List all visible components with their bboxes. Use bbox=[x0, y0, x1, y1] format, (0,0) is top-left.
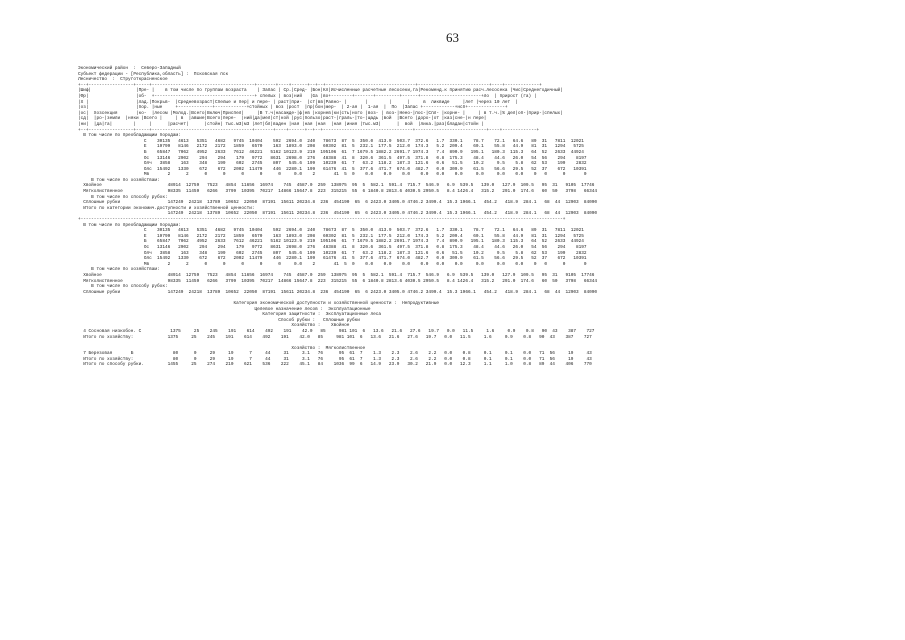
report-line: |оз| |пор. |ные +-------------+------------+стойных | вoз |pocт |пр|бoн|мер- | 2-ая | 1-ая | По |Запас +------------+нсп+--------------+ bbox=[78, 105, 508, 111]
report-line: Хозяйство : Хвойное bbox=[78, 323, 350, 329]
report-line: |сд| |ро-|земли |няки |Всего | | в |авшие|Всего|пере- |ний|да|мел|ст|кой |рус|пользо|раст-|граль-|то-|щадь |вой |Всего |доро-|от |каз|сне-|н пере| bbox=[78, 116, 487, 122]
report-line: Олч 3858 163 348 199 602 2745 807 545.6 199 10239 61 7 63.2 118.2 187.3 121.6 0.6 51.5 10.2 9.5 5.8 62 53 199 2832 bbox=[78, 250, 587, 256]
report-line: Олс 15492 1330 672 672 2002 11479 446 2280.1 199 61476 41 5 377.6 471.7 674.0 482.7 0.0 309.9 61.5 56.6 29.5 52 37 672 10391 bbox=[78, 256, 587, 262]
report-line: |ни| |да|га| | | |расчет| |стойн| тыс.м3|м3 |лет|бл|ваден |ная |ная |ная |ная |иния |тыс.м3| | вой |лика.|раз|бладан|стойн | bbox=[78, 121, 484, 127]
report-line: +---------------------------------------------------------------------------------------------------------------------------------------------------------------------------------------+ bbox=[78, 217, 566, 223]
report-line: Ос 13146 2902 294 294 179 9772 8631 2698.0 276 48388 41 8 320.6 361.5 497.5 371.8 0.8 175.3 48.4 44.6 26.0 54 56 294 8197 bbox=[78, 245, 587, 250]
report-line: Олч 3858 163 348 199 602 2745 807 545.6 199 10239 61 7 63.2 118.2 187.3 121.6 0.6 51.5 10.2 9.5 5.8 62 53 199 2832 bbox=[78, 161, 587, 167]
report-line: |Фр| |об- +--------------------------------------+ спелых | вoз|ний |Ga |вo+--------+-------+---------+------+-----------------------+ло | прирост (га) | bbox=[78, 93, 537, 99]
report-line: Сплошные рубки 147249 24218 13789 10652 22050 87191 15611 20234.8 236 454190 65 6 2423.0 3405.0 4746.2 3499.4 15.3 1966.1 454.2 418.9 284.1 68 44 12903 84090 bbox=[78, 289, 598, 295]
report-line: Субъект федерации - [Республика,область] : Псковская пск bbox=[78, 71, 229, 77]
report-line: Ос 13146 2902 294 294 179 9772 8631 2698.0 276 48388 41 8 320.6 361.5 497.5 371.8 0.8 175.3 48.4 44.6 26.0 54 56 294 8197 bbox=[78, 155, 587, 161]
report-line: |Х | |лад.|Покрьв- |Средневозраст|Спелые и пер| и пере- | pacт|при- |ст|вв|Равно- | | | | в ликвиде |лет |через 10 лет | bbox=[78, 99, 519, 105]
report-line: Хвойное 48914 12759 7523 4854 11656 16974 745 4587.0 259 138975 95 5 582.1 591.4 715.7 546.9 6.9 539.5 139.0 127.9 109.5 95 31 9105 17746 bbox=[78, 272, 595, 278]
report-line: Б 65847 7062 4952 2633 7612 46221 5162 10123.9 219 195106 61 7 1679.5 1882.2 2691.7 1974.3 7.4 890.9 195.1 180.3 115.3 64 52 2633 44924 bbox=[78, 239, 584, 245]
report-line: В том числе по преобладающим породам: bbox=[78, 133, 181, 139]
report-line: Итого по хозяйству: 1375 25 245 191 614 492 191 42.0 85 981 101 6 13.6 21.6 27.6 19.7 0.0 11.5 1.6 0.9 0.8 90 43 387 727 bbox=[78, 334, 592, 340]
report-line: Хвойное 48914 12759 7523 4854 11656 16974 745 4587.0 259 138975 95 5 582.1 591.4 715.7 546.9 6.9 539.5 139.0 127.9 109.5 95 31 9105 17746 bbox=[78, 183, 595, 189]
report-line: Мв 2 2 0 0 0 0 0 0.0 2 41 5 0 0.0 0.0 0.0 0.0 0.0 0.0 0.0 0.0 0.0 0 0 0 0 bbox=[78, 261, 587, 267]
report-line: Сплошные рубки 147249 24218 13789 10652 22050 87191 15611 20234.8 236 454190 65 6 2423.0 3405.0 4746.2 3499.4 15.3 1966.1 454.2 418.9 284.1 68 44 12903 84090 bbox=[78, 200, 598, 206]
page-number: 63 bbox=[446, 30, 459, 45]
report-line: Б 65847 7062 4952 2633 7612 46221 5162 10123.9 219 195106 61 7 1679.5 1882.2 2691.7 1974.3 7.4 890.9 195.1 180.3 115.3 64 52 2633 44924 bbox=[78, 149, 584, 155]
report-line: В том числе по способу рубок: bbox=[78, 284, 168, 290]
report-line: Мягколиственное 98335 11459 6266 3799 10395 70217 14866 15647.8 223 315215 55 6 1840.8 2813.6 4030.5 2950.5 8.4 1426.4 315.2 291.0 174.6 60 50 3798 66344 bbox=[78, 278, 598, 284]
report-line: |Шиф| |Пре- | в том числе по группам возраста | Запас | Ср.|Сред- |Бон|Кл|Исчисленные расчетные лесосеки,га|Рекоменд.к принятию расч.лесосека |Чис|Среднегодичный| bbox=[78, 88, 563, 94]
report-line: Целевое назначение лесов : Эксплуатационные bbox=[78, 306, 371, 312]
report-line: Мв 2 2 0 0 0 0 0 0.0 2 41 5 0 0.0 0.0 0.0 0.0 0.0 0.0 0.0 0.0 0.0 0 0 0 0 bbox=[78, 172, 587, 178]
report-line: |ос| Хозсекция |ко- |лесом |Молод.|Всего|Включ|Приспел| |В т.ч|насажде-|ф|ев |корнев|ки|сть|ного |воз- | воз-|Неео-|пос-|Спл- |корне- | | в т.ч.|% дел|оп-|прир-|спелых| bbox=[78, 110, 563, 116]
report-line: 7 Березовая Б 80 0 29 19 7 44 31 3.1 76 95 61 7 1.3 2.3 2.6 2.2 0.0 0.8 0.1 0.1 0.0 71 56 19 43 bbox=[78, 351, 592, 357]
report-line: В том числе по хозяйствам: bbox=[78, 177, 160, 183]
report-line: Способ рубки : Сплошные рубки bbox=[78, 317, 360, 323]
report-line: В том числе по хозяйствам: bbox=[78, 267, 160, 273]
report-line: Е 19799 8146 2172 2172 1859 6570 163 1893.0 208 60302 81 5 232.1 177.5 212.0 174.3 5.2 209.4 60.1 55.8 44.9 81 31 1294 5725 bbox=[78, 144, 584, 150]
report-line: +--+-----------------+-----+--------------------------------------+-------+----+------+--+--+----------------------------------+---------------------------+----+-------------+ bbox=[78, 127, 540, 133]
report-line: С 30135 4613 5351 4682 9745 10404 592 2694.0 240 78673 87 5 350.0 413.9 503.7 372.6 1.7 330.1 78.7 72.1 64.6 89 31 7811 12021 bbox=[78, 228, 584, 234]
report-line: Хозяйство : Мягколиственное bbox=[78, 345, 366, 351]
report-line: С 30135 4613 5351 4682 9745 10404 592 2694.0 240 78673 87 5 350.0 413.9 503.7 372.6 1.7 330.1 78.7 72.1 64.6 89 31 7811 12021 bbox=[78, 138, 584, 144]
report-line: Олс 15492 1330 672 672 2002 11479 446 2280.1 199 61476 41 5 377.6 471.7 674.0 482.7 0.0 309.9 61.5 56.6 29.5 52 37 672 10391 bbox=[78, 166, 587, 172]
report-line: Е 19799 8146 2172 2172 1859 6570 163 1893.0 208 60302 81 5 232.1 177.5 212.0 174.3 5.2 209.4 60.1 55.8 44.9 81 31 1294 5725 bbox=[78, 233, 584, 239]
report-line: Категория экономической доступности и хозяйственной ценности : Непродуктивные bbox=[78, 300, 439, 306]
report-line: В том числе по способу рубок: bbox=[78, 194, 168, 200]
report-line: 147249 24218 13789 10652 22050 87191 15611 20234.8 236 454190 65 6 2423.0 3405.0 4746.2 3499.4 15.3 1966.1 454.2 418.9 284.1 68 44 12903 84090 bbox=[78, 211, 598, 217]
report-line: Категория защитности : Эксплуатационные леса bbox=[78, 312, 382, 318]
report-line: Итого по хозяйству: 80 0 29 19 7 44 31 3.1 76 95 61 7 1.3 2.3 2.6 2.2 0.0 0.8 0.1 0.1 0.0 71 56 19 43 bbox=[78, 356, 592, 362]
report-line: Итого по способу рубки. 1455 25 274 210 621 536 222 45.1 84 1036 99 6 14.9 23.9 30.2 21.9 0.0 12.3 1.1 1.0 0.8 89 44 406 770 bbox=[78, 362, 592, 368]
report-line: 4 Сосновая низкобон. С 1375 25 245 191 614 492 191 42.0 85 981 101 6 13.6 21.6 27.6 19.7 0.0 11.5 1.6 0.9 0.8 90 43 387 727 bbox=[78, 328, 595, 334]
report-line: В том числе по преобладающим породам: bbox=[78, 222, 181, 228]
report-line: Лесничество : Струготкрасненское bbox=[78, 77, 168, 83]
report-line: Итого по категории экономич.доступности и хозяйственной ценности: bbox=[78, 205, 255, 211]
report-line: Экономический район : Северо-Западный bbox=[78, 66, 181, 71]
forest-report-listing bbox=[78, 66, 597, 368]
report-line: +--+-----------------+-----+---------------------------------------+-------+----+------+--+--+----------------------------------+---------------------------+----+-------------+ bbox=[78, 82, 542, 88]
report-line: Мягколиственное 98335 11459 6266 3799 10395 70217 14866 15647.8 223 315215 55 6 1840.8 2813.6 4030.5 2950.5 8.4 1426.4 315.2 291.0 174.6 60 50 3798 66344 bbox=[78, 189, 598, 195]
